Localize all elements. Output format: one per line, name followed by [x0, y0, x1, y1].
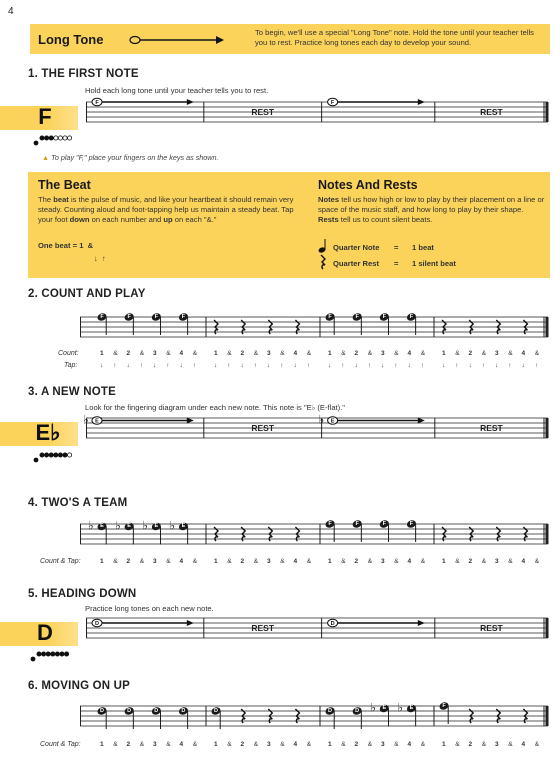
- tap-down-arrow: ↓: [179, 362, 183, 369]
- count-mark: &: [534, 741, 540, 748]
- svg-text:D: D: [330, 621, 335, 627]
- staff-section-2: [80, 313, 548, 343]
- svg-text:REST: REST: [251, 623, 275, 633]
- count-mark: 4: [293, 741, 298, 748]
- count-mark: &: [166, 741, 171, 748]
- count-mark: &: [420, 558, 426, 565]
- staff-lines: [83, 412, 548, 444]
- svg-text:D: D: [95, 621, 99, 627]
- count-tap-label: Count & Tap:: [40, 558, 81, 565]
- tap-down-arrow: ↓: [240, 362, 244, 369]
- count-mark: 2: [468, 741, 473, 748]
- count-mark: 4: [521, 558, 526, 565]
- count-label: Count:: [58, 350, 79, 357]
- note-name-e: E: [181, 523, 186, 529]
- count-mark: &: [192, 350, 198, 357]
- count-mark: &: [166, 558, 171, 565]
- count-mark: &: [481, 741, 487, 748]
- count-mark: &: [227, 741, 232, 748]
- svg-text:♭: ♭: [142, 518, 148, 533]
- count-mark: 2: [354, 350, 359, 357]
- count-mark: &: [394, 741, 399, 748]
- count-mark: 3: [495, 350, 499, 357]
- note-name-e: E: [382, 705, 387, 711]
- count-mark: &: [420, 350, 426, 357]
- count-mark: 3: [153, 558, 157, 565]
- note-name-d: D: [100, 707, 104, 714]
- count-mark: &: [280, 741, 285, 748]
- tap-up-arrow: ↑: [341, 362, 345, 369]
- tap-up-arrow: ↑: [166, 362, 170, 369]
- svg-text:E: E: [95, 418, 99, 425]
- svg-text:REST: REST: [251, 107, 275, 117]
- count-mark: 4: [521, 741, 526, 748]
- count-mark: &: [139, 350, 145, 357]
- note-name-d: D: [214, 707, 218, 714]
- staff-lines: [86, 98, 548, 128]
- tap-up-arrow: ↑: [192, 362, 197, 369]
- count-mark: 3: [495, 741, 499, 748]
- tap-down-arrow: ↓: [442, 362, 446, 369]
- note-name-f: F: [328, 313, 332, 320]
- tap-up-arrow: ↑: [139, 362, 144, 369]
- count-mark: 3: [381, 558, 385, 565]
- svg-text:REST: REST: [251, 423, 275, 433]
- count-mark: &: [227, 558, 232, 565]
- count-mark: 2: [354, 741, 359, 748]
- long-tone-symbol: [128, 34, 228, 46]
- count-row-2: [80, 350, 548, 374]
- section-1-title: 1. THE FIRST NOTE: [28, 68, 139, 80]
- note-name-f: F: [355, 313, 359, 320]
- count-tap-label: Count & Tap:: [40, 741, 81, 748]
- count-mark: 4: [293, 350, 298, 357]
- tap-down-arrow: ↓: [126, 362, 130, 369]
- section-3-title: 3. A NEW NOTE: [28, 386, 117, 398]
- note-name-f: F: [355, 520, 359, 527]
- count-mark: &: [481, 350, 487, 357]
- tap-up-arrow: ↑: [253, 362, 258, 369]
- tap-down-arrow: ↓: [328, 362, 332, 369]
- count-mark: 2: [468, 558, 473, 565]
- svg-text:F: F: [330, 100, 335, 106]
- staff-lines: [80, 313, 548, 343]
- quarter-note-equals: =: [394, 243, 399, 252]
- long-tone-title: Long Tone: [38, 32, 104, 47]
- count-mark: 2: [240, 558, 245, 565]
- fingering-keys: [33, 133, 73, 147]
- count-mark: &: [280, 350, 285, 357]
- tap-up-arrow: ↑: [455, 362, 459, 369]
- count-mark: 2: [240, 350, 245, 357]
- count-mark: 1: [328, 558, 332, 565]
- count-mark: &: [455, 741, 460, 748]
- count-mark: &: [306, 741, 312, 748]
- tap-label: Tap:: [64, 362, 78, 369]
- note-name-d: D: [328, 707, 332, 714]
- count-mark: &: [139, 558, 145, 565]
- beat-info-box: [28, 172, 550, 278]
- section-5-title: 5. HEADING DOWN: [28, 588, 137, 600]
- tap-up-arrow: ↑: [534, 362, 539, 369]
- tap-down-arrow: ↓: [100, 362, 104, 369]
- count-mark: 2: [468, 350, 473, 357]
- count-mark: 3: [267, 558, 271, 565]
- section-1-instruction: Hold each long tone until your teacher tells you to rest.: [85, 86, 269, 95]
- count-mark: 3: [267, 741, 271, 748]
- fingering-diagram-f: [33, 133, 73, 152]
- count-mark: &: [420, 741, 426, 748]
- svg-text:♭: ♭: [169, 518, 176, 533]
- quarter-note-value: 1 beat: [412, 243, 434, 252]
- count-mark: &: [367, 350, 373, 357]
- staff-section-3: [83, 412, 548, 444]
- tap-up-arrow: ↑: [394, 362, 398, 369]
- svg-text:E: E: [330, 418, 335, 425]
- svg-text:♭: ♭: [397, 700, 404, 715]
- svg-text:♭: ♭: [83, 412, 89, 427]
- count-mark: &: [508, 741, 513, 748]
- note-name-f: F: [181, 313, 186, 320]
- count-mark: &: [481, 558, 487, 565]
- tap-up-arrow: ↑: [113, 362, 117, 369]
- count-mark: 4: [407, 558, 412, 565]
- staff-lines: [80, 702, 548, 732]
- count-mark: 2: [240, 741, 245, 748]
- count-mark: 1: [442, 350, 446, 357]
- count-mark: &: [341, 350, 346, 357]
- count-mark: 1: [442, 741, 446, 748]
- count-mark: &: [508, 558, 513, 565]
- count-mark: &: [192, 741, 198, 748]
- count-row-6: [80, 741, 548, 753]
- tap-down-arrow: ↓: [468, 362, 472, 369]
- count-mark: 1: [442, 558, 446, 565]
- count-mark: &: [113, 350, 118, 357]
- quarter-note-label: Quarter Note: [333, 243, 380, 252]
- count-mark: 3: [495, 558, 499, 565]
- count-mark: 3: [153, 741, 157, 748]
- count-mark: 1: [100, 741, 104, 748]
- svg-text:F: F: [95, 100, 99, 106]
- tip-text: ▲ To play "F," place your fingers on the keys as shown.: [42, 153, 219, 162]
- count-mark: &: [280, 558, 285, 565]
- tap-down-arrow: ↓: [407, 362, 411, 369]
- count-mark: &: [113, 741, 118, 748]
- tap-up-arrow: ↑: [481, 362, 486, 369]
- count-mark: &: [113, 558, 118, 565]
- section-4-title: 4. TWO'S A TEAM: [28, 497, 128, 509]
- quarter-rest-value: 1 silent beat: [412, 259, 456, 268]
- note-name-f: F: [442, 702, 446, 709]
- note-name-d: D: [355, 707, 360, 714]
- note-name-d: D: [181, 707, 186, 714]
- section-2-title: 2. COUNT AND PLAY: [28, 288, 146, 300]
- count-mark: 1: [214, 741, 218, 748]
- note-name-f: F: [328, 520, 332, 527]
- fingering-keys: [33, 450, 73, 464]
- notes-rests-title: Notes And Rests: [318, 178, 418, 192]
- notes-rests-text: Notes tell us how high or low to play by their placement on a line or space of the music staff, and how long to play by their shape. Rests tell us to count silent beats.: [318, 195, 545, 224]
- tap-down-arrow: ↓: [354, 362, 358, 369]
- count-mark: &: [227, 350, 232, 357]
- count-mark: &: [192, 558, 198, 565]
- fingering-diagram-eflat: [33, 450, 73, 469]
- tap-down-arrow: ↓: [293, 362, 297, 369]
- tip-label: To play "F," place your fingers on the keys as shown.: [51, 153, 219, 162]
- count-mark: 2: [126, 558, 131, 565]
- svg-text:♭: ♭: [88, 518, 94, 533]
- count-mark: 4: [521, 350, 526, 357]
- count-mark: 2: [126, 741, 131, 748]
- note-name-e: E: [100, 523, 104, 529]
- quarter-note-icon: [318, 238, 328, 254]
- count-mark: 1: [328, 741, 332, 748]
- note-name-f: F: [409, 313, 414, 320]
- svg-text:♭: ♭: [370, 700, 376, 715]
- section-6-title: 6. MOVING ON UP: [28, 680, 131, 692]
- count-mark: &: [394, 350, 399, 357]
- note-tag-letter: F: [38, 104, 52, 129]
- svg-text:REST: REST: [480, 623, 503, 633]
- count-mark: 2: [354, 558, 359, 565]
- tap-down-arrow: ↓: [521, 362, 525, 369]
- tap-up-arrow: ↑: [306, 362, 311, 369]
- tap-down-arrow: ↓: [214, 362, 218, 369]
- count-mark: 3: [381, 741, 385, 748]
- beat-title: The Beat: [38, 178, 91, 192]
- note-tag-letter: D: [37, 620, 53, 645]
- note-name-f: F: [409, 520, 414, 527]
- note-name-f: F: [100, 313, 104, 320]
- count-mark: 4: [179, 350, 184, 357]
- staff-section-5: [86, 614, 548, 644]
- staff-section-6: [80, 702, 548, 732]
- count-row-4: [80, 558, 548, 570]
- note-name-f: F: [154, 313, 158, 320]
- svg-text:♭: ♭: [318, 412, 325, 427]
- tap-up-arrow: ↑: [508, 362, 512, 369]
- count-mark: &: [306, 558, 312, 565]
- count-mark: &: [455, 558, 460, 565]
- staff-lines: [80, 520, 548, 550]
- svg-text:♭: ♭: [115, 518, 121, 533]
- section-3-instruction: Look for the fingering diagram under each new note. This note is "E♭ (E-flat).": [85, 403, 345, 412]
- count-mark: &: [253, 741, 259, 748]
- svg-text:REST: REST: [480, 423, 503, 433]
- beat-text: The beat is the pulse of music, and like your heartbeat it should remain very steady. Counting aloud and foot-tapping help us maintain a steady beat. Tap your foot down on each number and up on each "&.": [38, 195, 294, 224]
- quarter-rest-icon: [318, 254, 328, 270]
- count-mark: 3: [153, 350, 157, 357]
- note-name-d: D: [127, 707, 132, 714]
- tap-down-arrow: ↓: [153, 362, 157, 369]
- note-tag-letter: E♭: [35, 420, 61, 445]
- count-mark: 4: [179, 741, 184, 748]
- section-5-instruction: Practice long tones on each new note.: [85, 604, 214, 613]
- tap-up-arrow: ↑: [227, 362, 231, 369]
- count-mark: &: [534, 558, 540, 565]
- count-mark: &: [253, 558, 259, 565]
- svg-text:REST: REST: [480, 107, 503, 117]
- count-mark: &: [534, 350, 540, 357]
- note-name-e: E: [127, 523, 131, 529]
- one-beat-label: One beat = 1 &: [38, 241, 94, 250]
- count-mark: 4: [179, 558, 184, 565]
- note-name-f: F: [382, 520, 386, 527]
- count-mark: &: [139, 741, 145, 748]
- fingering-diagram-d: [30, 649, 70, 668]
- count-mark: 4: [407, 741, 412, 748]
- page-number: 4: [8, 6, 14, 17]
- tap-up-arrow: ↑: [367, 362, 372, 369]
- count-mark: 4: [407, 350, 412, 357]
- note-name-d: D: [154, 707, 159, 714]
- count-mark: &: [367, 741, 373, 748]
- tap-down-arrow: ↓: [381, 362, 385, 369]
- quarter-rest-equals: =: [394, 259, 399, 268]
- count-mark: 1: [328, 350, 332, 357]
- count-mark: 4: [293, 558, 298, 565]
- count-mark: &: [455, 350, 460, 357]
- staff-section-4: [80, 520, 548, 550]
- staff-section-1: [86, 98, 548, 128]
- count-mark: &: [394, 558, 399, 565]
- count-mark: &: [341, 558, 346, 565]
- quarter-rest-label: Quarter Rest: [333, 259, 380, 268]
- count-mark: 1: [214, 350, 218, 357]
- count-mark: &: [306, 350, 312, 357]
- count-mark: &: [166, 350, 171, 357]
- count-mark: 3: [267, 350, 271, 357]
- count-mark: 3: [381, 350, 385, 357]
- note-name-f: F: [127, 313, 131, 320]
- count-mark: &: [253, 350, 259, 357]
- count-mark: &: [508, 350, 513, 357]
- count-mark: 1: [214, 558, 218, 565]
- count-mark: 2: [126, 350, 131, 357]
- long-tone-text: To begin, we'll use a special "Long Tone" note. Hold the tone until your teacher tells you to rest. Practice long tones each day to develop your sound.: [255, 28, 534, 47]
- tap-down-arrow: ↓: [495, 362, 499, 369]
- tap-up-arrow: ↑: [420, 362, 425, 369]
- count-mark: 1: [100, 558, 104, 565]
- count-mark: &: [341, 741, 346, 748]
- count-mark: 1: [100, 350, 104, 357]
- note-name-f: F: [382, 313, 386, 320]
- fingering-keys: [30, 649, 70, 663]
- staff-lines: [86, 614, 548, 644]
- count-mark: &: [367, 558, 373, 565]
- tap-arrows: ↓ ↑: [94, 254, 106, 263]
- tap-up-arrow: ↑: [280, 362, 284, 369]
- tap-down-arrow: ↓: [267, 362, 271, 369]
- note-name-e: E: [154, 523, 159, 529]
- note-name-e: E: [409, 705, 414, 711]
